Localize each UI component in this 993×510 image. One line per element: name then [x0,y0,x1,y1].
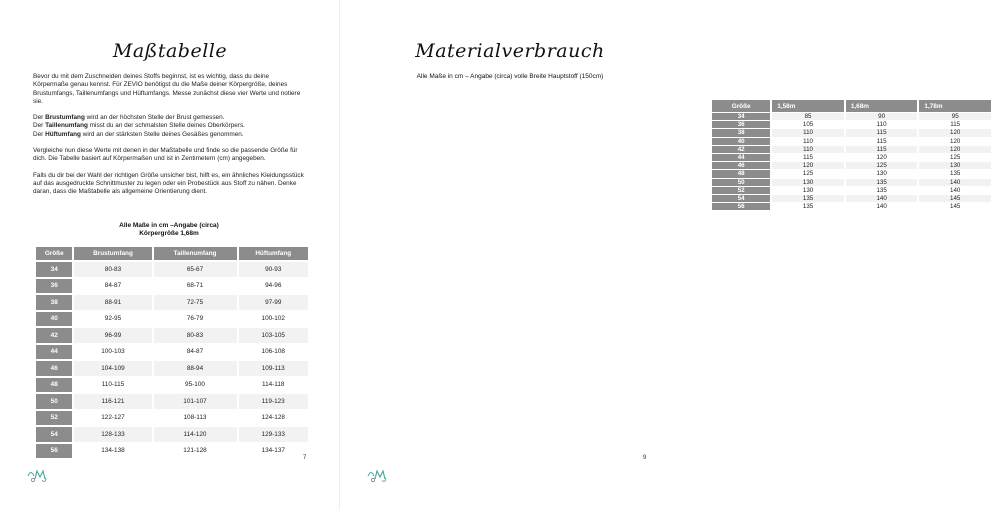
size-cell: 46 [36,361,72,376]
value-cell: 95 [919,113,991,120]
value-cell: 120 [919,129,991,136]
column-header: 1,68m [846,100,918,112]
table-row [712,138,991,145]
text-fragment: Der [33,130,46,138]
size-cell: 34 [712,113,770,120]
size-cell: 42 [36,328,72,343]
size-cell: 40 [712,138,770,145]
value-cell: 120 [919,146,991,153]
text-fragment: Der [33,122,46,130]
value-cell: 115 [846,138,918,145]
intro-text [33,73,305,205]
value-cell: 116-121 [74,394,151,409]
brand-logo-icon [366,467,390,483]
value-cell: 84-87 [74,279,151,294]
material-table [710,99,993,211]
intro-paragraph-2 [33,114,305,139]
value-cell: 140 [846,203,918,210]
value-cell: 94-96 [239,279,309,294]
right-page [340,0,961,510]
table-row [36,427,308,442]
material-table-caption: Alle Maße in cm – Angabe (circa) volle Breite Hauptstoff (150cm) [416,73,604,80]
column-header: Größe [712,100,770,112]
term-brustumfang: Brustumfang [45,114,85,122]
value-cell: 115 [846,146,918,153]
table-row [36,345,308,360]
size-cell: 38 [712,129,770,136]
table-row [36,411,308,426]
value-cell: 114-118 [239,378,309,393]
value-cell: 103-105 [239,328,309,343]
size-cell: 38 [36,295,72,310]
table-row [712,146,991,153]
text-fragment: wird an der höchsten Stelle der Brust gemessen. [84,114,225,122]
value-cell: 85 [772,113,844,120]
value-cell: 88-94 [154,361,237,376]
value-cell: 90-93 [239,262,309,277]
text-fragment: misst du an der schmalsten Stelle deines Oberkörpers. [87,122,245,130]
size-cell: 52 [712,187,770,194]
table-row [712,187,991,194]
value-cell: 110 [846,121,918,128]
text-fragment: Der [33,114,46,122]
value-cell: 110-115 [74,378,151,393]
value-cell: 130 [772,179,844,186]
table-row [36,378,308,393]
term-taillenumfang: Taillenumfang [45,122,88,130]
value-cell: 130 [846,170,918,177]
page-number: 9 [643,455,647,461]
size-cell: 48 [712,170,770,177]
value-cell: 115 [919,121,991,128]
table-header-row [36,247,308,260]
value-cell: 120 [919,138,991,145]
size-cell: 56 [36,444,72,459]
value-cell: 125 [919,154,991,161]
value-cell: 121-128 [154,444,237,459]
value-cell: 135 [846,187,918,194]
table-row [36,312,308,327]
value-cell: 88-91 [74,295,151,310]
value-cell: 115 [772,154,844,161]
value-cell: 90 [846,113,918,120]
value-cell: 104-109 [74,361,151,376]
size-cell: 36 [712,121,770,128]
column-header: 1,58m [772,100,844,112]
size-cell: 52 [36,411,72,426]
value-cell: 108-113 [154,411,237,426]
intro-paragraph-3: Vergleiche nun diese Werte mit denen in der Maßtabelle und finde so die passende Größe für dich. Die Tabelle basiert auf Körpermaßen und ist in Zentimetern (cm) angegeben. [33,147,298,163]
value-cell: 129-133 [239,427,309,442]
value-cell: 72-75 [154,295,237,310]
value-cell: 92-95 [74,312,151,327]
value-cell: 125 [846,162,918,169]
value-cell: 140 [846,195,918,202]
table-row [712,121,991,128]
value-cell: 84-87 [154,345,237,360]
size-cell: 44 [712,154,770,161]
value-cell: 114-120 [154,427,237,442]
text-fragment: wird an der stärksten Stelle deines Gesäßes genommen. [80,130,244,138]
value-cell: 120 [772,162,844,169]
caption-line-1: Alle Maße in cm –Angabe (circa) [119,222,219,229]
table-row [36,444,308,459]
value-cell: 101-107 [154,394,237,409]
table-row [712,129,991,136]
size-cell: 44 [36,345,72,360]
value-cell: 125 [772,170,844,177]
value-cell: 119-123 [239,394,309,409]
table-row [36,262,308,277]
size-cell: 36 [36,279,72,294]
value-cell: 110 [772,146,844,153]
table-row [36,361,308,376]
value-cell: 128-133 [74,427,151,442]
value-cell: 109-113 [239,361,309,376]
table-row [712,195,991,202]
table-row [712,170,991,177]
value-cell: 130 [772,187,844,194]
left-page [0,0,340,510]
value-cell: 135 [772,195,844,202]
value-cell: 145 [919,203,991,210]
value-cell: 130 [919,162,991,169]
intro-paragraph-4: Falls du dir bei der Wahl der richtigen Größe unsicher bist, hilft es, ein ähnliches Kleidungsstück auf das ausgedruckte Schnittmuster zu legen oder ein Probestück aus Stoff zu nähen. Denke daran, dass die Maßtabelle als allgemeine Orientierung dient. [33,171,304,196]
column-header: Hüftumfang [239,247,309,260]
value-cell: 80-83 [154,328,237,343]
value-cell: 140 [919,179,991,186]
term-hueftumfang: Hüftumfang [45,130,81,138]
value-cell: 110 [772,129,844,136]
page-title: Maßtabelle [112,40,228,62]
value-cell: 115 [846,129,918,136]
table-row [712,162,991,169]
value-cell: 100-102 [239,312,309,327]
size-cell: 34 [36,262,72,277]
value-cell: 140 [919,187,991,194]
size-cell: 50 [712,179,770,186]
value-cell: 120 [846,154,918,161]
size-cell: 56 [712,203,770,210]
table-header-row [712,100,991,112]
value-cell: 145 [919,195,991,202]
size-cell: 48 [36,378,72,393]
table-row [712,154,991,161]
size-table [34,245,310,460]
value-cell: 134-138 [74,444,151,459]
size-cell: 42 [712,146,770,153]
table-row [36,295,308,310]
value-cell: 97-99 [239,295,309,310]
value-cell: 106-108 [239,345,309,360]
table-row [712,179,991,186]
table-row [712,113,991,120]
intro-paragraph-1: Bevor du mit dem Zuschneiden deines Stoffs beginnst, ist es wichtig, dass du deine Körpermaße genau kennst. Für ZEVIO benötigst du die Maße deiner Körpergröße, deines Brustumfangs, Taillenumfangs und Hüftumfangs. Messe zunächst diese vier Werte und notiere sie. [33,73,301,105]
value-cell: 135 [772,203,844,210]
size-cell: 54 [712,195,770,202]
value-cell: 68-71 [154,279,237,294]
size-cell: 50 [36,394,72,409]
value-cell: 124-128 [239,411,309,426]
value-cell: 65-67 [154,262,237,277]
brand-logo-icon [26,467,50,483]
table-row [36,394,308,409]
column-header: Größe [36,247,72,260]
page-title: Materialverbrauch [415,40,605,62]
value-cell: 105 [772,121,844,128]
page-number: 7 [303,455,307,461]
value-cell: 110 [772,138,844,145]
table-row [36,328,308,343]
value-cell: 95-100 [154,378,237,393]
value-cell: 100-103 [74,345,151,360]
value-cell: 96-99 [74,328,151,343]
column-header: 1,78m [919,100,991,112]
column-header: Taillenumfang [154,247,237,260]
size-cell: 54 [36,427,72,442]
table-row [36,279,308,294]
value-cell: 76-79 [154,312,237,327]
column-header: Brustumfang [74,247,151,260]
value-cell: 135 [919,170,991,177]
size-cell: 46 [712,162,770,169]
value-cell: 80-83 [74,262,151,277]
size-table-caption [33,222,305,238]
value-cell: 122-127 [74,411,151,426]
value-cell: 134-137 [239,444,309,459]
size-cell: 40 [36,312,72,327]
value-cell: 135 [846,179,918,186]
table-row [712,203,991,210]
caption-line-2: Körpergröße 1,68m [139,230,199,238]
